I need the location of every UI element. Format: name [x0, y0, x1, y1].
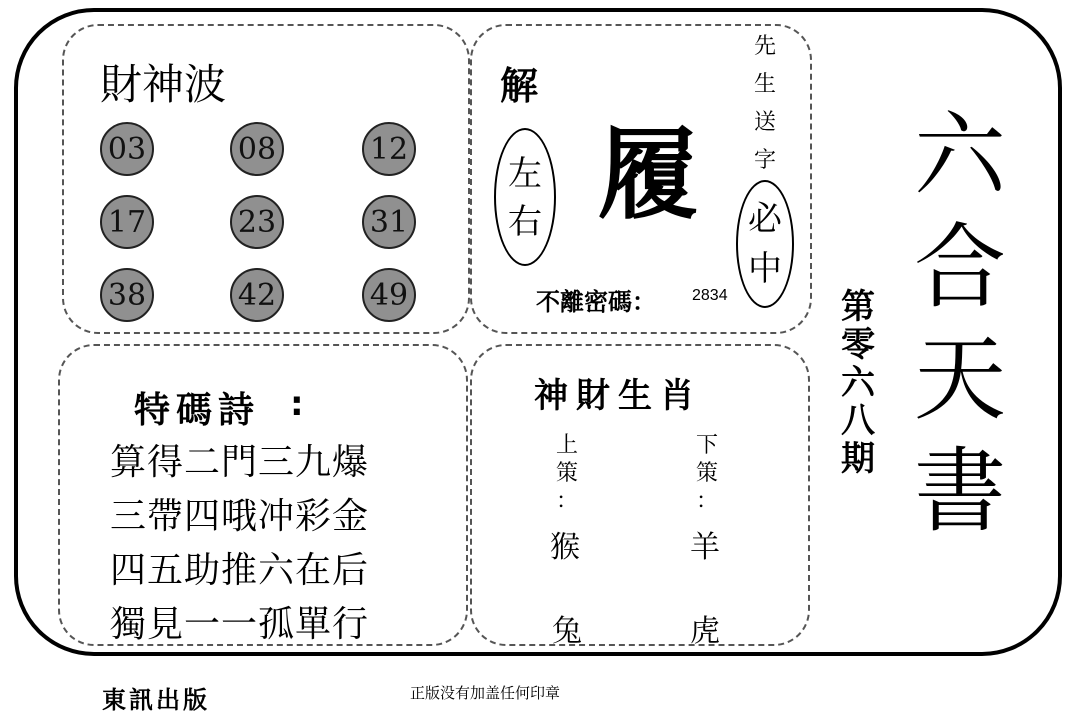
poem-title: 特碼詩: [134, 390, 261, 431]
number-ball: 49: [362, 268, 416, 322]
bulimima-value: 2834: [692, 287, 728, 304]
poem-line: 四五助推六在后: [110, 550, 370, 591]
poem-line: 三帶四哦冲彩金: [110, 496, 370, 537]
number-ball: 31: [362, 195, 416, 249]
bizhong-text: 必 中: [748, 199, 782, 289]
jie-label: 解: [500, 64, 539, 108]
lower-label: 下 策 ：: [695, 433, 718, 514]
number-ball: 42: [230, 268, 284, 322]
number-ball: 12: [362, 122, 416, 176]
issue-number: 第 零 六 八 期: [841, 287, 875, 479]
upper-value: 猴: [550, 530, 580, 565]
upper-label: 上 策 ：: [555, 433, 578, 514]
caishen-title: 財神波: [100, 60, 227, 109]
poem-line: 獨見一一孤單行: [110, 604, 370, 645]
number-ball: 03: [100, 122, 154, 176]
poem-line: 算得二門三九爆: [110, 442, 370, 483]
main-character: 履: [598, 116, 698, 233]
side-text: 先 生 送 字: [753, 34, 776, 173]
footer-note: 正版没有加盖任何印章: [410, 684, 561, 702]
lower-value: 羊: [690, 530, 720, 565]
zodiac-title: 神財生肖: [534, 376, 702, 416]
publisher: 東訊出版: [102, 686, 210, 714]
number-ball: 38: [100, 268, 154, 322]
upper-value: 兔: [552, 614, 582, 649]
poem-colon: :: [290, 384, 304, 424]
bulimima-label: 不離密碼：: [536, 288, 656, 316]
brand-title: 六 合 天 書: [913, 102, 1006, 545]
number-ball: 23: [230, 195, 284, 249]
left-right-text: 左 右: [508, 154, 542, 242]
number-ball: 17: [100, 195, 154, 249]
lower-value: 虎: [690, 614, 720, 649]
number-ball: 08: [230, 122, 284, 176]
